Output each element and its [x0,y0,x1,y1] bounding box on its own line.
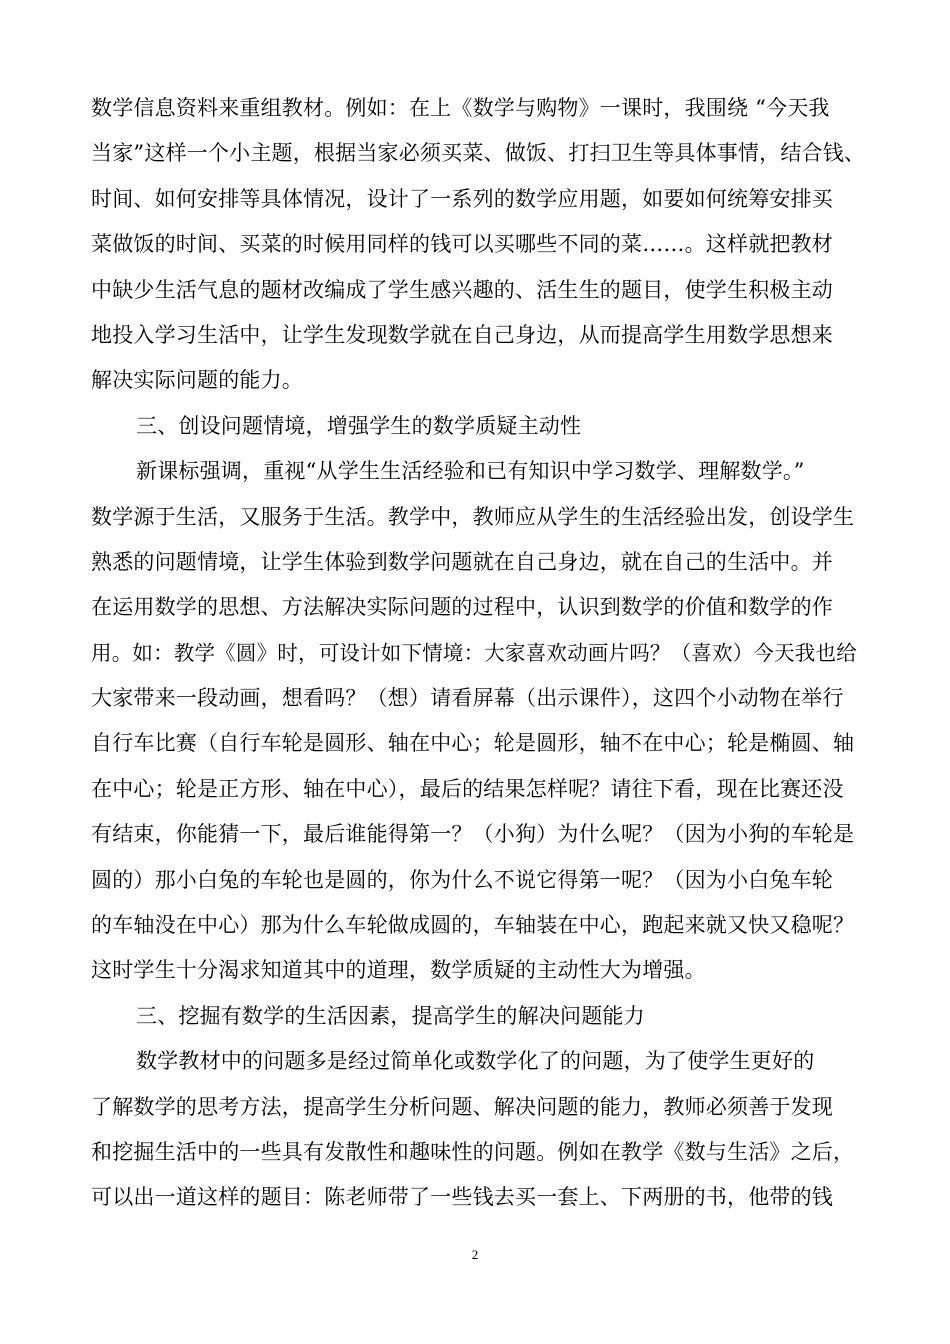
text-line: 自行车比赛（自行车轮是圆形、轴在中心；轮是圆形，轴不在中心；轮是椭圆、轴 [91,731,855,756]
text-line: 的车轴没在中心）那为什么车轮做成圆的，车轴装在中心，跑起来就又快又稳呢？ [91,913,855,938]
text-line: 中缺少生活气息的题材改编成了学生感兴趣的、活生生的题目，使学生积极主动 [91,277,833,302]
text-line: 时间、如何安排等具体情况，设计了一系列的数学应用题，如要如何统筹安排买 [91,186,833,211]
paragraph-first-line: 新课标强调，重视“从学生生活经验和已有知识中学习数学、理解数学。” [136,459,805,484]
paragraph-first-line: 数学教材中的问题多是经过简单化或数学化了的问题，为了使学生更好的 [136,1049,815,1074]
text-line: 数学源于生活，又服务于生活。教学中，教师应从学生的生活经验出发，创设学生 [91,504,855,529]
text-line: 熟悉的问题情境，让学生体验到数学问题就在自己身边，就在自己的生活中。并 [91,549,833,574]
page-number: 2 [471,1247,479,1262]
text-line: 在中心；轮是正方形、轴在中心），最后的结果怎样呢？请往下看，现在比赛还没 [91,776,844,801]
document-body [91,86,866,1221]
text-line: 在运用数学的思想、方法解决实际问题的过程中，认识到数学的价值和数学的作 [91,595,833,620]
text-line: 菜做饭的时间、买菜的时候用同样的钱可以买哪些不同的菜……。这样就把教材 [91,232,833,257]
text-line: 解决实际问题的能力。 [91,368,303,393]
text-line: 当家”这样一个小主题，根据当家必须买菜、做饭、打扫卫生等具体事情，结合钱、 [91,141,866,166]
text-line: 大家带来一段动画，想看吗？（想）请看屏幕（出示课件），这四个小动物在举行 [91,686,844,711]
text-line: 有结束，你能猜一下，最后谁能得第一？（小狗）为什么呢？（因为小狗的车轮是 [91,822,855,847]
text-line: 圆的）那小白兔的车轮也是圆的，你为什么不说它得第一呢？（因为小白兔车轮 [91,867,833,892]
text-line: 用。如：教学《圆》时，可设计如下情境：大家喜欢动画片吗？（喜欢）今天我也给 [91,640,857,665]
text-line: 这时学生十分渴求知道其中的道理，数学质疑的主动性大为增强。 [91,958,706,983]
paragraph-first-line: 三、挖掘有数学的生活因素，提高学生的解决问题能力 [136,1003,645,1028]
text-line: 可以出一道这样的题目：陈老师带了一些钱去买一套上、下两册的书，他带的钱 [91,1185,833,1210]
text-line: 了解数学的思考方法，提高学生分析问题、解决问题的能力，教师必须善于发现 [91,1094,833,1119]
text-line: 和挖掘生活中的一些具有发散性和趣味性的问题。例如在教学《数与生活》之后， [91,1139,855,1164]
paragraph-first-line: 三、创设问题情境，增强学生的数学质疑主动性 [136,413,582,438]
text-line: 数学信息资料来重组教材。例如：在上《数学与购物》一课时，我围绕 “今天我 [91,96,830,120]
text-line: 地投入学习生活中，让学生发现数学就在自己身边，从而提高学生用数学思想来 [91,322,833,347]
